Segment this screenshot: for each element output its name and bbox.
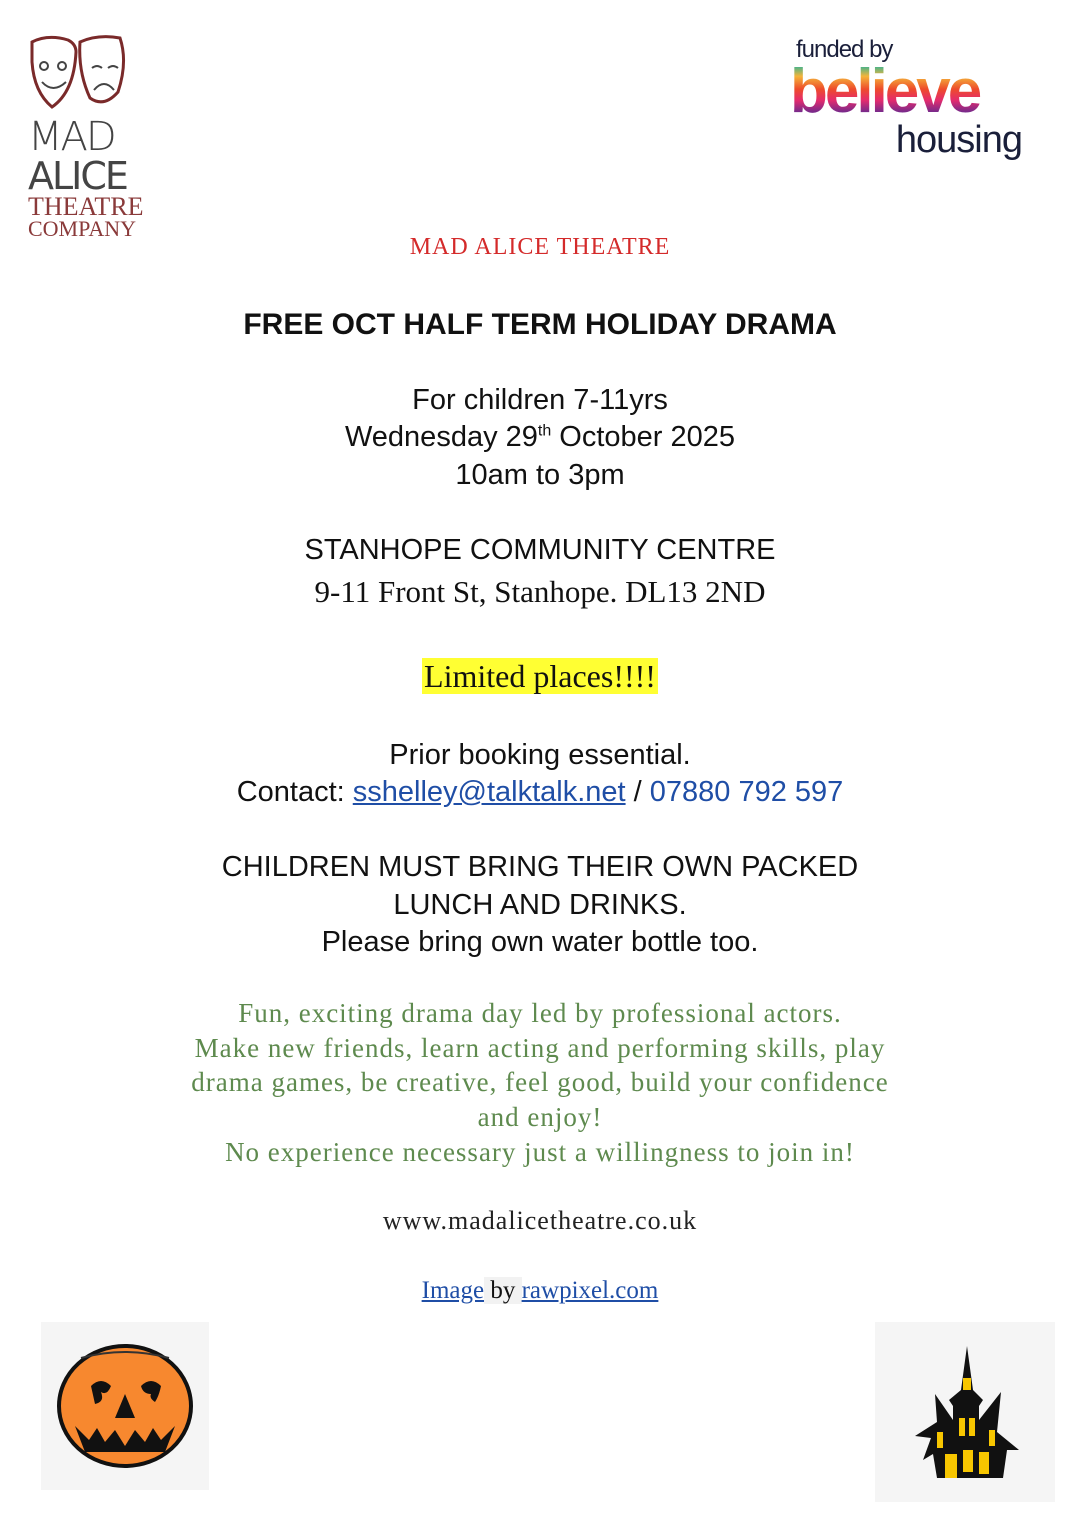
- venue-address: 9-11 Front St, Stanhope. DL13 2ND: [314, 574, 766, 609]
- funded-by-text: funded by: [796, 36, 893, 63]
- date-day: Wednesday 29: [344, 421, 538, 453]
- contact-line: [0, 776, 1080, 809]
- haunted-house-icon: [875, 1322, 1055, 1502]
- image-credit: [0, 1277, 1080, 1305]
- haunted-house-image: [875, 1322, 1055, 1502]
- headline: FREE OCT HALF TERM HOLIDAY DRAMA: [243, 308, 837, 341]
- housing-text: housing: [895, 119, 1022, 161]
- pumpkin-icon: [41, 1322, 209, 1490]
- event-date: [0, 421, 1080, 454]
- date-ordinal: th: [537, 422, 552, 440]
- description-line: and enjoy!: [477, 1102, 603, 1132]
- mad-alice-logo: [28, 32, 153, 242]
- logo-text-theatre: THEATRE: [28, 192, 144, 221]
- water-bottle-line: Please bring own water bottle too.: [321, 926, 759, 958]
- website: www.madalicetheatre.co.uk: [382, 1206, 698, 1235]
- rawpixel-link[interactable]: rawpixel.com: [521, 1277, 659, 1304]
- credit-by: by: [484, 1277, 522, 1304]
- booking-essential: Prior booking essential.: [389, 739, 691, 771]
- theatre-masks-icon: [28, 32, 153, 112]
- lunch-line-2: LUNCH AND DRINKS.: [393, 889, 687, 921]
- pumpkin-image: [41, 1322, 209, 1490]
- email-link[interactable]: sshelley@talktalk.net: [352, 776, 626, 808]
- description-line: Make new friends, learn acting and performing skills, play: [194, 1033, 886, 1063]
- limited-places-text: Limited places!!!!: [424, 658, 656, 694]
- logo-text-alice: ALICE: [28, 154, 127, 198]
- image-link[interactable]: Image: [421, 1277, 485, 1304]
- lunch-line-1: CHILDREN MUST BRING THEIR OWN PACKED: [221, 851, 859, 883]
- description-line: drama games, be creative, feel good, build your confidence: [191, 1067, 889, 1097]
- logo-text-company: COMPANY: [28, 216, 137, 241]
- believe-housing-logo: [790, 36, 1030, 186]
- age-range: For children 7-11yrs: [412, 384, 668, 416]
- believe-text: believe: [790, 64, 1030, 120]
- description-line: No experience necessary just a willingness to join in!: [225, 1137, 855, 1167]
- description-line: Fun, exciting drama day led by professional actors.: [238, 998, 842, 1028]
- event-time: 10am to 3pm: [455, 459, 625, 491]
- date-month-year: October 2025: [551, 421, 736, 453]
- contact-separator: /: [625, 776, 650, 808]
- org-name: MAD ALICE THEATRE: [409, 234, 671, 260]
- venue-name: STANHOPE COMMUNITY CENTRE: [304, 534, 776, 566]
- contact-label: Contact:: [236, 776, 353, 808]
- limited-places-notice: [0, 658, 1080, 695]
- phone-number: 07880 792 597: [649, 776, 844, 808]
- logo-text-mad: MAD: [28, 114, 115, 160]
